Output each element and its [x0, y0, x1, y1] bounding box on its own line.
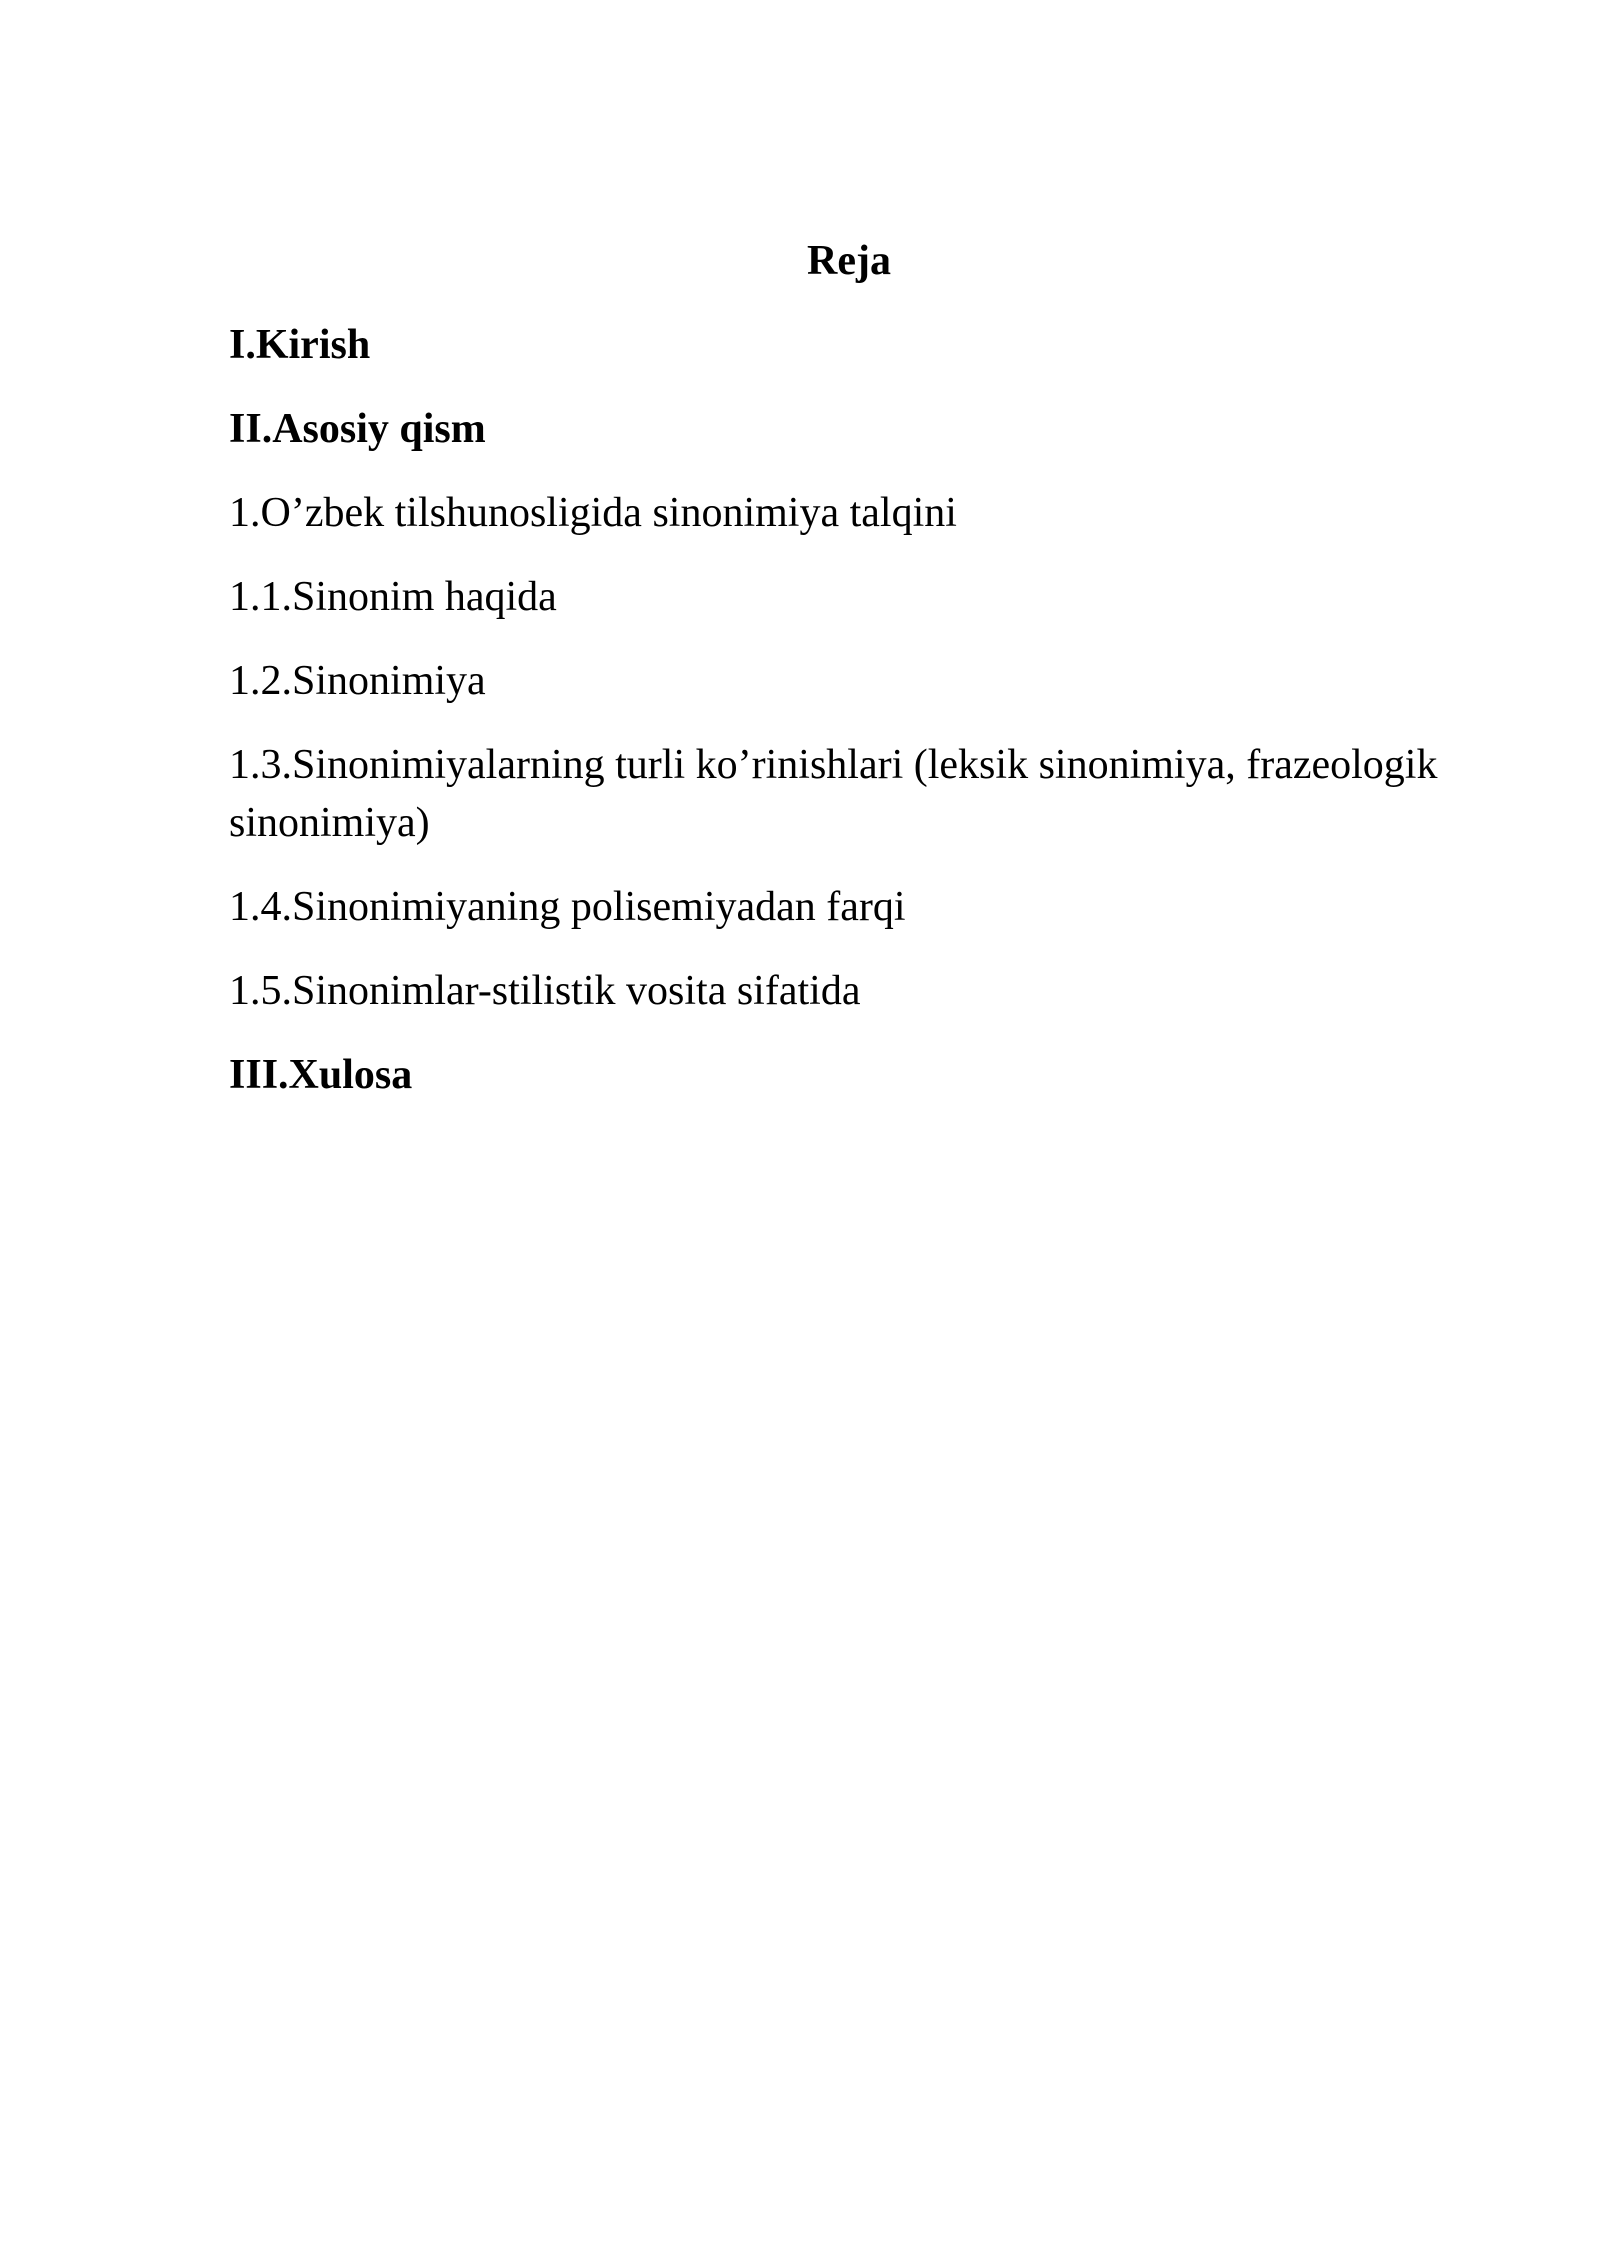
document-content [229, 232, 1469, 1130]
page-title: Reja [807, 238, 891, 284]
plan-item-1-5: 1.5.Sinonimlar-stilistik vosita sifatida [229, 968, 861, 1014]
plan-item-1-1: 1.1.Sinonim haqida [229, 574, 557, 620]
plan-item-main-part: II.Asosiy qism [229, 406, 486, 452]
plan-item-1-3: 1.3.Sinonimiyalarning turli ko’rinishlari (leksik sinonimiya, frazeologik sinonimiya) [229, 742, 1438, 846]
plan-item-conclusion: III.Xulosa [229, 1052, 413, 1098]
plan-item-1-2: 1.2.Sinonimiya [229, 658, 486, 704]
plan-item-introduction: I.Kirish [229, 322, 371, 368]
plan-item-1: 1.O’zbek tilshunosligida sinonimiya talqini [229, 490, 957, 536]
plan-item-1-4: 1.4.Sinonimiyaning polisemiyadan farqi [229, 884, 906, 930]
